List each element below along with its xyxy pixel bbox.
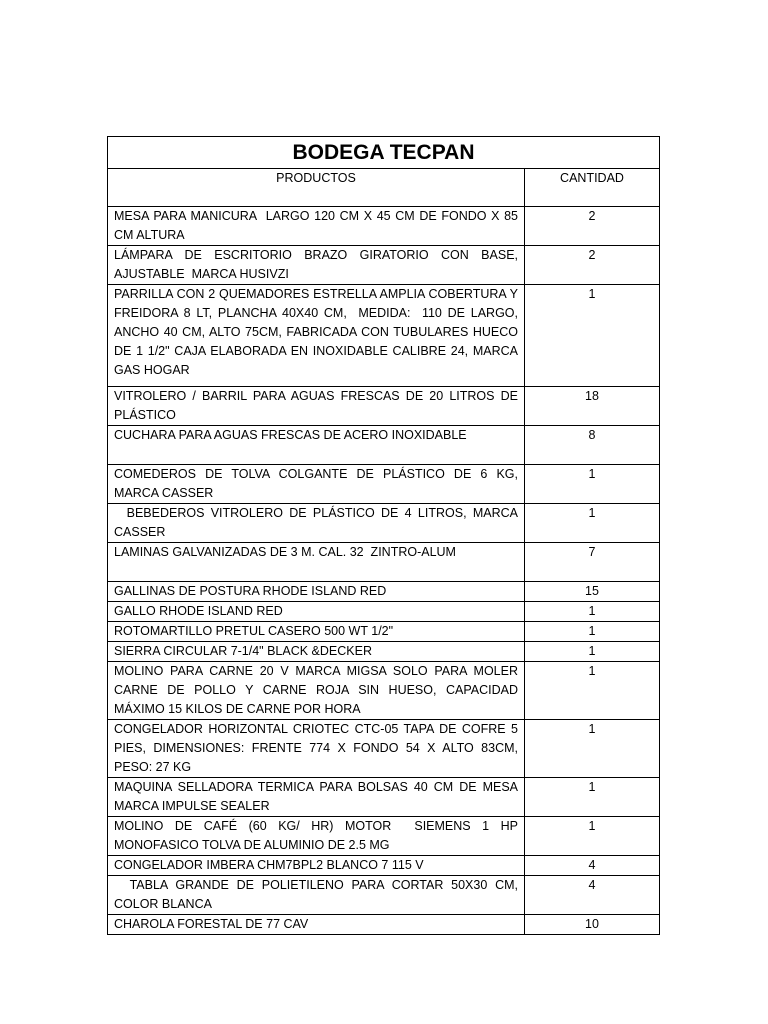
quantity-cell: 15 [525,582,660,602]
quantity-cell: 1 [525,817,660,856]
table-row [108,426,660,465]
quantity-cell: 1 [525,778,660,817]
column-header-products: PRODUCTOS [108,169,525,207]
table-row [108,642,660,662]
document-title: BODEGA TECPAN [108,137,660,169]
product-cell: TABLA GRANDE DE POLIETILENO PARA CORTAR 50X30 CM, COLOR BLANCA [108,876,525,915]
product-cell: CHAROLA FORESTAL DE 77 CAV [108,915,525,935]
quantity-cell: 8 [525,426,660,465]
table-row [108,207,660,246]
quantity-cell: 4 [525,856,660,876]
table-row [108,817,660,856]
table-row [108,876,660,915]
table-row [108,246,660,285]
product-cell: MOLINO DE CAFÉ (60 KG/ HR) MOTOR SIEMENS 1 HP MONOFASICO TOLVA DE ALUMINIO DE 2.5 MG [108,817,525,856]
quantity-cell: 1 [525,504,660,543]
product-cell: PARRILLA CON 2 QUEMADORES ESTRELLA AMPLIA COBERTURA Y FREIDORA 8 LT, PLANCHA 40X40 CM, MEDIDA: 110 DE LARGO, ANCHO 40 CM, ALTO 75CM, FABRICADA CON TUBULARES HUECO DE 1 1/2" CAJA ELABORADA EN INOXIDABLE CALIBRE 24, MARCA GAS HOGAR [108,285,525,387]
title-row [108,137,660,169]
table-row [108,285,660,387]
table-row [108,387,660,426]
table-row [108,662,660,720]
table-row [108,622,660,642]
product-cell: MESA PARA MANICURA LARGO 120 CM X 45 CM DE FONDO X 85 CM ALTURA [108,207,525,246]
quantity-cell: 1 [525,602,660,622]
quantity-cell: 1 [525,642,660,662]
table-row [108,543,660,582]
table-row [108,465,660,504]
table-row [108,504,660,543]
quantity-cell: 7 [525,543,660,582]
product-cell: GALLINAS DE POSTURA RHODE ISLAND RED [108,582,525,602]
quantity-cell: 1 [525,720,660,778]
table-row [108,602,660,622]
product-cell: VITROLERO / BARRIL PARA AGUAS FRESCAS DE 20 LITROS DE PLÁSTICO [108,387,525,426]
quantity-cell: 18 [525,387,660,426]
product-cell: LÁMPARA DE ESCRITORIO BRAZO GIRATORIO CON BASE, AJUSTABLE MARCA HUSIVZI [108,246,525,285]
quantity-cell: 1 [525,622,660,642]
table-row [108,720,660,778]
product-cell: CONGELADOR IMBERA CHM7BPL2 BLANCO 7 115 V [108,856,525,876]
table-row [108,582,660,602]
column-header-quantity: CANTIDAD [525,169,660,207]
table-row [108,856,660,876]
inventory-table [107,136,660,935]
product-cell: SIERRA CIRCULAR 7-1/4" BLACK &DECKER [108,642,525,662]
quantity-cell: 1 [525,465,660,504]
quantity-cell: 1 [525,662,660,720]
product-cell: BEBEDEROS VITROLERO DE PLÁSTICO DE 4 LITROS, MARCA CASSER [108,504,525,543]
product-cell: ROTOMARTILLO PRETUL CASERO 500 WT 1/2" [108,622,525,642]
quantity-cell: 1 [525,285,660,387]
table-row [108,778,660,817]
product-cell: MOLINO PARA CARNE 20 V MARCA MIGSA SOLO PARA MOLER CARNE DE POLLO Y CARNE ROJA SIN HUESO, CAPACIDAD MÁXIMO 15 KILOS DE CARNE POR HORA [108,662,525,720]
quantity-cell: 4 [525,876,660,915]
product-cell: LAMINAS GALVANIZADAS DE 3 M. CAL. 32 ZINTRO-ALUM [108,543,525,582]
product-cell: COMEDEROS DE TOLVA COLGANTE DE PLÁSTICO DE 6 KG, MARCA CASSER [108,465,525,504]
quantity-cell: 2 [525,207,660,246]
product-cell: CONGELADOR HORIZONTAL CRIOTEC CTC-05 TAPA DE COFRE 5 PIES, DIMENSIONES: FRENTE 774 X FONDO 54 X ALTO 83CM, PESO: 27 KG [108,720,525,778]
product-cell: CUCHARA PARA AGUAS FRESCAS DE ACERO INOXIDABLE [108,426,525,465]
product-cell: MAQUINA SELLADORA TERMICA PARA BOLSAS 40 CM DE MESA MARCA IMPULSE SEALER [108,778,525,817]
quantity-cell: 2 [525,246,660,285]
header-row [108,169,660,207]
quantity-cell: 10 [525,915,660,935]
table-row [108,915,660,935]
product-cell: GALLO RHODE ISLAND RED [108,602,525,622]
